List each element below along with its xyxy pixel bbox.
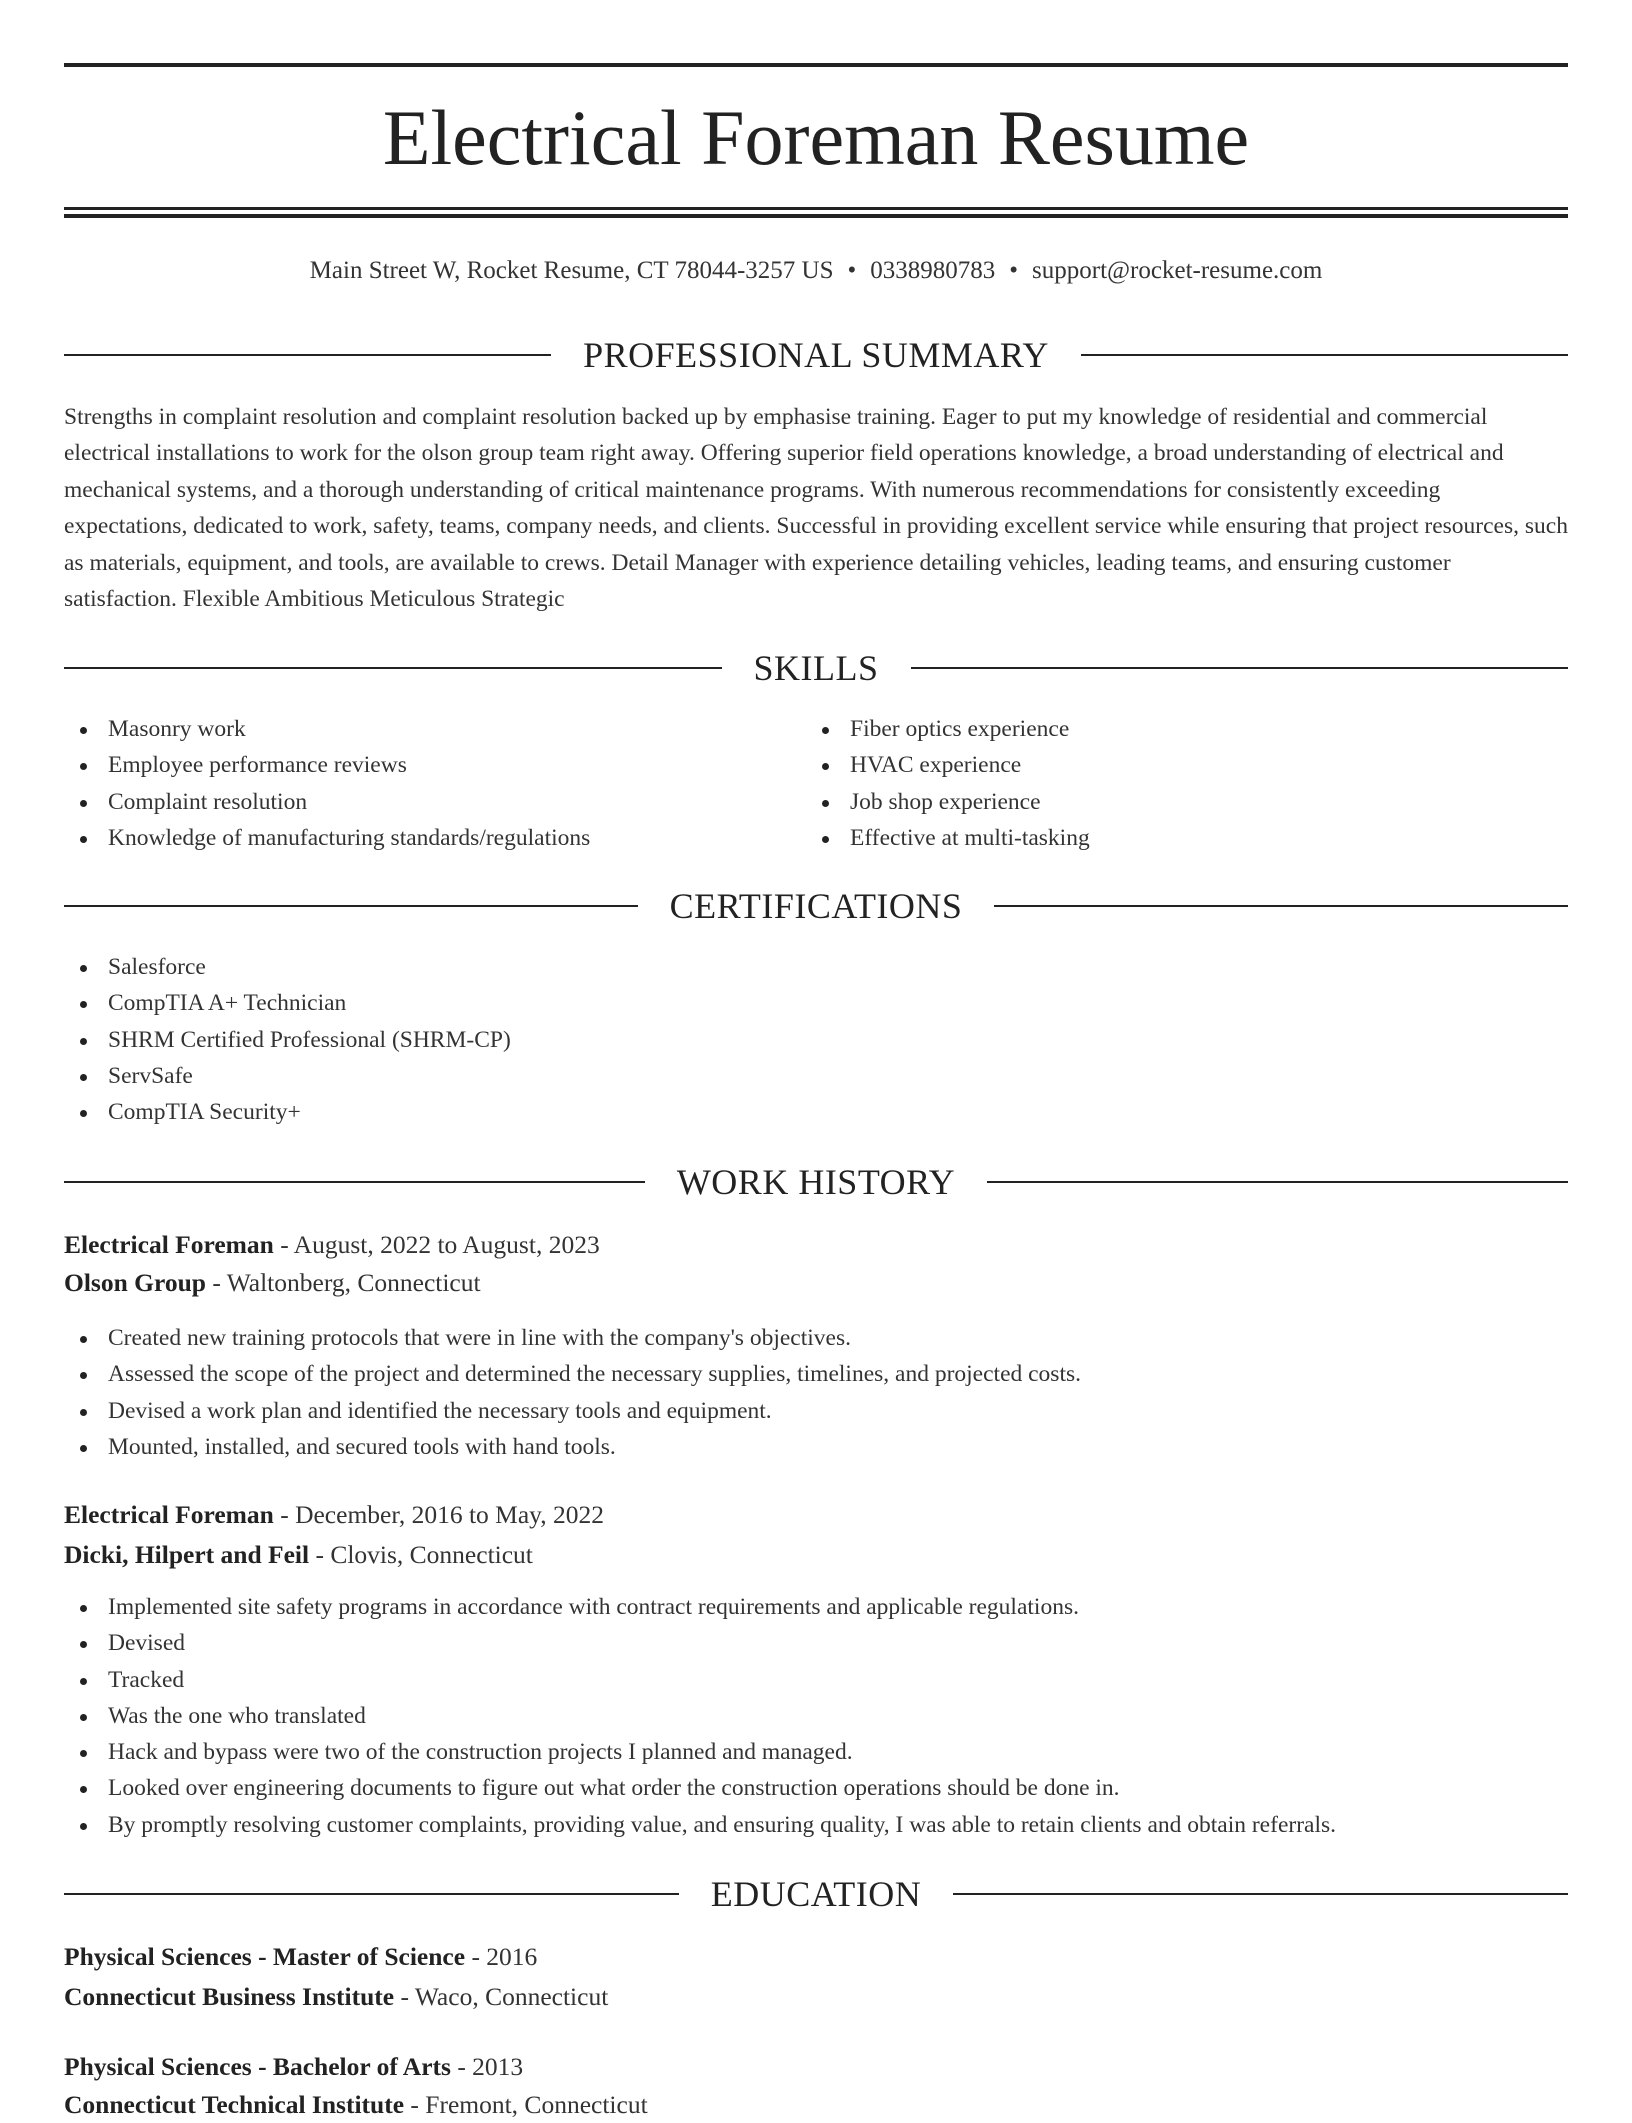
education-degree: Physical Sciences - Bachelor of Arts <box>64 2052 451 2081</box>
job-duty-item: Tracked <box>64 1662 1568 1698</box>
title-double-rule <box>64 207 1568 218</box>
education-degree-line <box>64 2049 1568 2085</box>
education-location: - Fremont, Connecticut <box>404 2090 648 2119</box>
divider-line <box>994 905 1568 907</box>
job-duty-item: Created new training protocols that were in line with the company's objectives. <box>64 1320 1568 1356</box>
divider-line <box>64 1893 679 1895</box>
job-duty-item: Hack and bypass were two of the construction projects I planned and managed. <box>64 1734 1568 1770</box>
divider-line <box>1081 354 1568 356</box>
education-school: Connecticut Technical Institute <box>64 2090 405 2119</box>
skill-item: Employee performance reviews <box>64 747 804 783</box>
divider-line <box>953 1893 1568 1895</box>
contact-line <box>64 253 1568 289</box>
education-degree: Physical Sciences - Master of Science <box>64 1942 466 1971</box>
education-school: Connecticut Business Institute <box>64 1982 395 2011</box>
job-duty-item: Was the one who translated <box>64 1698 1568 1734</box>
section-heading-skills <box>64 646 1568 690</box>
contact-address: Main Street W, Rocket Resume, CT 78044-3257 US <box>309 257 834 284</box>
job-duty-item: Assessed the scope of the project and determined the necessary supplies, timelines, and projected costs. <box>64 1356 1568 1392</box>
job-dates: - December, 2016 to May, 2022 <box>273 1500 604 1529</box>
section-heading-education <box>64 1872 1568 1916</box>
section-title: SKILLS <box>753 648 879 688</box>
job-duty-item: Implemented site safety programs in accordance with contract requirements and applicable regulations. <box>64 1589 1568 1625</box>
skill-item: Job shop experience <box>806 784 1546 820</box>
job-company: Olson Group <box>64 1268 206 1297</box>
certification-item: ServSafe <box>64 1058 1568 1094</box>
job-dates: - August, 2022 to August, 2023 <box>273 1230 600 1259</box>
section-title: WORK HISTORY <box>676 1162 956 1202</box>
divider-line <box>987 1181 1568 1183</box>
divider-line <box>64 1181 645 1183</box>
skill-item: Effective at multi-tasking <box>806 820 1546 856</box>
divider-line <box>64 354 551 356</box>
section-title: PROFESSIONAL SUMMARY <box>583 335 1049 375</box>
skill-item: Knowledge of manufacturing standards/regulations <box>64 820 804 856</box>
certification-item: Salesforce <box>64 949 1568 985</box>
section-heading-certifications <box>64 884 1568 928</box>
job-duty-item: By promptly resolving customer complaints, providing value, and ensuring quality, I was able to retain clients and obtain referrals. <box>64 1807 1568 1843</box>
skills-list-right <box>806 711 1546 856</box>
skill-item: Masonry work <box>64 711 804 747</box>
job-title: Electrical Foreman <box>64 1500 274 1529</box>
education-year: - 2013 <box>450 2052 524 2081</box>
skill-item: Complaint resolution <box>64 784 804 820</box>
contact-separator: • <box>847 257 857 284</box>
job-title-line <box>64 1497 1568 1533</box>
job-location: - Waltonberg, Connecticut <box>205 1268 481 1297</box>
education-school-line <box>64 1979 1568 2015</box>
job-duty-item: Devised a work plan and identified the necessary tools and equipment. <box>64 1393 1568 1429</box>
job-title-line <box>64 1227 1568 1263</box>
job-duty-item: Mounted, installed, and secured tools with hand tools. <box>64 1429 1568 1465</box>
divider-line <box>911 667 1569 669</box>
job-location: - Clovis, Connecticut <box>309 1540 533 1569</box>
job-company: Dicki, Hilpert and Feil <box>64 1540 310 1569</box>
education-location: - Waco, Connecticut <box>394 1982 609 2011</box>
contact-email: support@rocket-resume.com <box>1032 257 1323 284</box>
certification-item: CompTIA A+ Technician <box>64 985 1568 1021</box>
divider-line <box>64 905 638 907</box>
skills-list-left <box>64 711 804 856</box>
section-heading-summary <box>64 333 1568 377</box>
certification-item: SHRM Certified Professional (SHRM-CP) <box>64 1022 1568 1058</box>
contact-phone: 0338980783 <box>870 257 996 284</box>
education-school-line <box>64 2087 1568 2123</box>
job-duty-item: Devised <box>64 1625 1568 1661</box>
certifications-list <box>64 949 1568 1130</box>
summary-text: Strengths in complaint resolution and complaint resolution backed up by emphasise training. Eager to put my knowledge of residential and commercial electrical installations to work for the olson group team right away. Offering superior field operations knowledge, a broad understanding of electrical and mechanical systems, and a thorough understanding of critical maintenance programs. With numerous recommendations for consistently exceeding expectations, dedicated to work, safety, teams, company needs, and clients. Successful in providing excellent service while ensuring that project resources, such as materials, equipment, and tools, are available to crews. Detail Manager with experience detailing vehicles, leading teams, and ensuring customer satisfaction. Flexible Ambitious Meticulous Strategic <box>64 404 1568 613</box>
top-rule <box>64 63 1568 67</box>
job-title: Electrical Foreman <box>64 1230 274 1259</box>
contact-separator: • <box>1009 257 1019 284</box>
divider-line <box>64 667 722 669</box>
skill-item: HVAC experience <box>806 747 1546 783</box>
section-title: CERTIFICATIONS <box>669 886 963 926</box>
job-duty-item: Looked over engineering documents to figure out what order the construction operations should be done in. <box>64 1770 1568 1806</box>
section-heading-work-history <box>64 1160 1568 1204</box>
job-company-line <box>64 1265 1568 1301</box>
job-duties-list <box>64 1320 1568 1465</box>
skill-item: Fiber optics experience <box>806 711 1546 747</box>
education-year: - 2016 <box>465 1942 538 1971</box>
job-company-line <box>64 1537 1568 1573</box>
job-duties-list <box>64 1589 1568 1843</box>
section-title: EDUCATION <box>710 1874 922 1914</box>
education-degree-line <box>64 1939 1568 1975</box>
resume-title: Electrical Foreman Resume <box>382 94 1250 181</box>
certification-item: CompTIA Security+ <box>64 1094 1568 1130</box>
